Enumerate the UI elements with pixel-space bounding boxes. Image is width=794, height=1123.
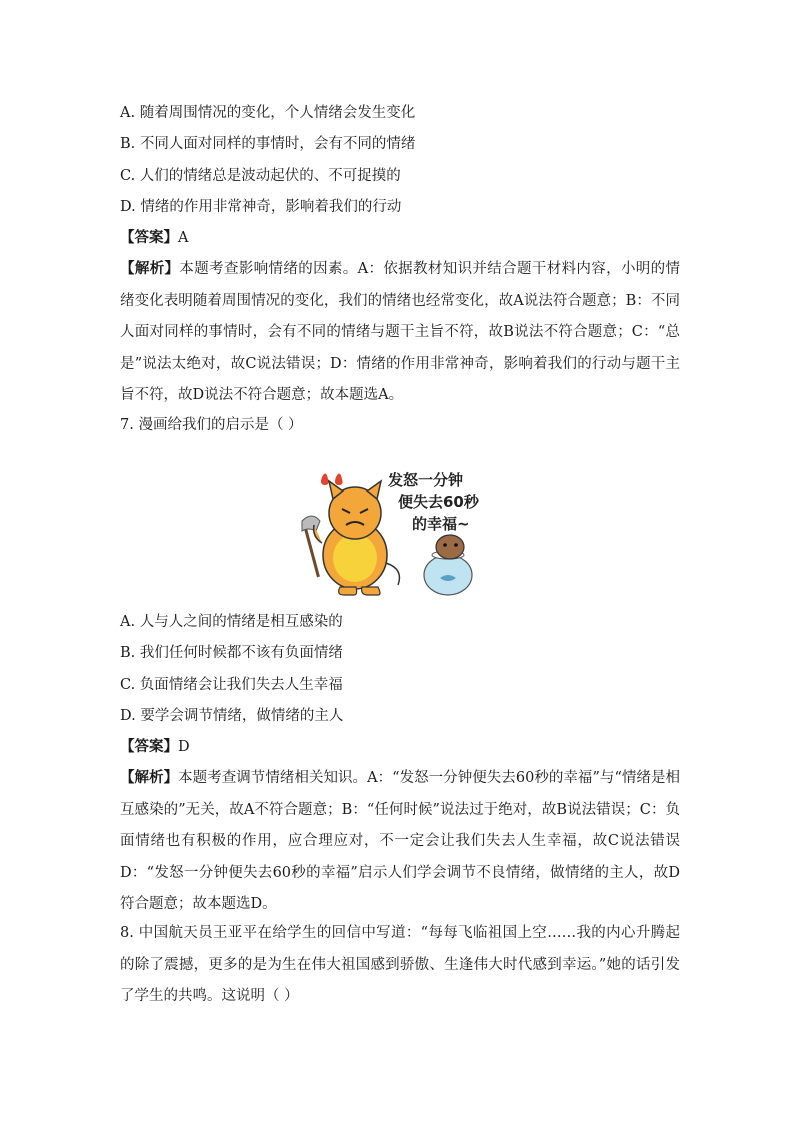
- q7-option-d: D. 要学会调节情绪，做情绪的主人: [120, 708, 344, 724]
- answer-value: D: [178, 739, 190, 755]
- q6-option-c: C. 人们的情绪总是波动起伏的、不可捉摸的: [120, 168, 401, 184]
- q6-answer: [120, 228, 680, 248]
- q6-option-a: A. 随着周围情况的变化，个人情绪会发生变化: [120, 105, 416, 121]
- answer-value: A: [178, 230, 189, 246]
- angry-cat-icon: [314, 481, 400, 595]
- comic-caption-line3: 的幸福~: [412, 515, 470, 533]
- answer-tag: 【答案】: [120, 229, 178, 246]
- comic-illustration: [300, 463, 495, 598]
- q6-analysis: [120, 253, 680, 413]
- q7-option-c: C. 负面情绪会让我们失去人生幸福: [120, 677, 343, 693]
- fishbowl-hamster-icon: [424, 535, 472, 595]
- analysis-tag: 【解析】: [120, 260, 180, 277]
- q7-option-a: A. 人与人之间的情绪是相互感染的: [120, 614, 343, 630]
- comic-caption-line1: 发怒一分钟: [388, 471, 464, 489]
- answer-tag: 【答案】: [120, 738, 178, 755]
- q8-stem: 8. 中国航天员王亚平在给学生的回信中写道：“每每飞临祖国上空……我的内心升腾起的除了震撼，更多的是为生在伟大祖国感到骄傲、生逢伟大时代感到幸运。”她的话引发了学生的共鸣。这说明（ ）: [120, 925, 680, 1004]
- axe-icon: [302, 516, 320, 577]
- analysis-text: 本题考查影响情绪的因素。A：依据教材知识并结合题干材料内容，小明的情绪变化表明随着周围情况的变化，我们的情绪也经常变化，故A说法符合题意；B：不同人面对同样的事情时，会有不同的情绪与题干主旨不符，故B说法不符合题意；C：“总是”说法太绝对，故C说法错误；D：情绪的作用非常神奇，影响着我们的行动与题干主旨不符，故D说法不符合题意；故本题选A。: [120, 261, 680, 403]
- q7-answer: [120, 737, 680, 757]
- q6-option-b: B. 不同人面对同样的事情时，会有不同的情绪: [120, 136, 416, 152]
- analysis-tag: 【解析】: [120, 769, 179, 786]
- comic-caption-line2: 便失去60秒: [398, 493, 479, 511]
- q7-analysis: [120, 762, 680, 922]
- comic-caption: [387, 471, 480, 533]
- q7-stem: 7. 漫画给我们的启示是（ ）: [120, 417, 303, 433]
- q7-option-b: B. 我们任何时候都不该有负面情绪: [120, 645, 343, 661]
- q6-option-d: D. 情绪的作用非常神奇，影响着我们的行动: [120, 199, 402, 215]
- analysis-text: 本题考查调节情绪相关知识。A：“发怒一分钟便失去60秒的幸福”与“情绪是相互感染的”无关，故A不符合题意；B：“任何时候”说法过于绝对，故B说法错误；C：负面情绪也有积极的作用，应合理应对，不一定会让我们失去人生幸福，故C说法错误 D：“发怒一分钟便失去60秒的幸福”启示人们学会调节不良情绪，做情绪的主人，故D符合题意；故本题选D。: [120, 770, 680, 912]
